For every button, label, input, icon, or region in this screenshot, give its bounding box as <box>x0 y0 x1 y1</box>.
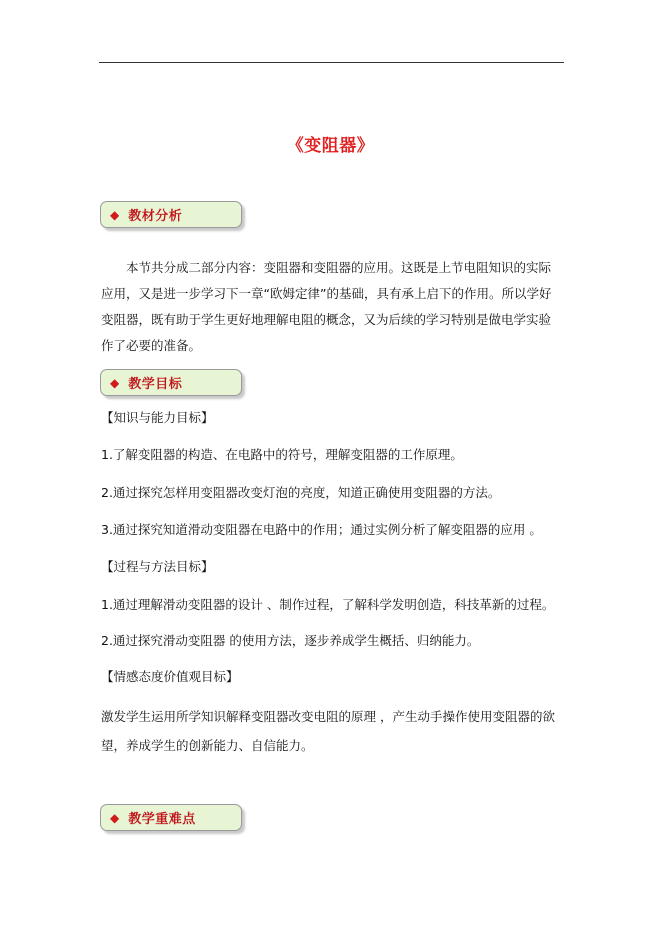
emotion-paragraph: 激发学生运用所学知识解释变阻器改变电阻的原理 ，产生动手操作使用变阻器的欲望，养成学生的创新能力、自信能力。 <box>101 709 555 753</box>
analysis-paragraph: 本节共分成二部分内容：变阻器和变阻器的应用。这既是上节电阻知识的实际应用，又是进一步学习下一章“欧姆定律”的基础，具有承上启下的作用。所以学好变阻器，既有助于学生更好地理解电阻的概念，又为后续的学习特别是做电学实验作了必要的准备。 <box>101 260 552 353</box>
knowledge-item: 2.通过探究怎样用变阻器改变灯泡的亮度，知道正确使用变阻器的方法。 <box>101 485 501 500</box>
knowledge-item: 3.通过探究知道滑动变阻器在电路中的作用；通过实例分析了解变阻器的应用 。 <box>101 522 542 537</box>
section-label: 教学目标 <box>128 377 183 392</box>
document-title: 《变阻器》 <box>286 136 375 156</box>
process-item: 2.通过探究滑动变阻器 的使用方法，逐步养成学生概括、归纳能力。 <box>101 633 480 648</box>
knowledge-item: 1.了解变阻器的构造、在电路中的符号，理解变阻器的工作原理。 <box>101 447 463 462</box>
section-tag-key-points <box>100 804 242 831</box>
section-tag-goals <box>100 369 242 396</box>
section-tag-analysis <box>100 201 242 228</box>
header-rule <box>99 62 564 63</box>
process-item: 1.通过理解滑动变阻器的设计 、制作过程，了解科学发明创造，科技革新的过程。 <box>101 597 555 612</box>
section-label: 教学重难点 <box>128 812 196 827</box>
diamond-bullet-icon: ◆ <box>110 207 120 222</box>
diamond-bullet-icon: ◆ <box>110 375 120 390</box>
diamond-bullet-icon: ◆ <box>110 810 120 825</box>
knowledge-heading: 【知识与能力目标】 <box>101 410 214 425</box>
process-heading: 【过程与方法目标】 <box>101 559 214 574</box>
emotion-heading: 【情感态度价值观目标】 <box>101 669 239 684</box>
section-label: 教材分析 <box>128 209 183 224</box>
